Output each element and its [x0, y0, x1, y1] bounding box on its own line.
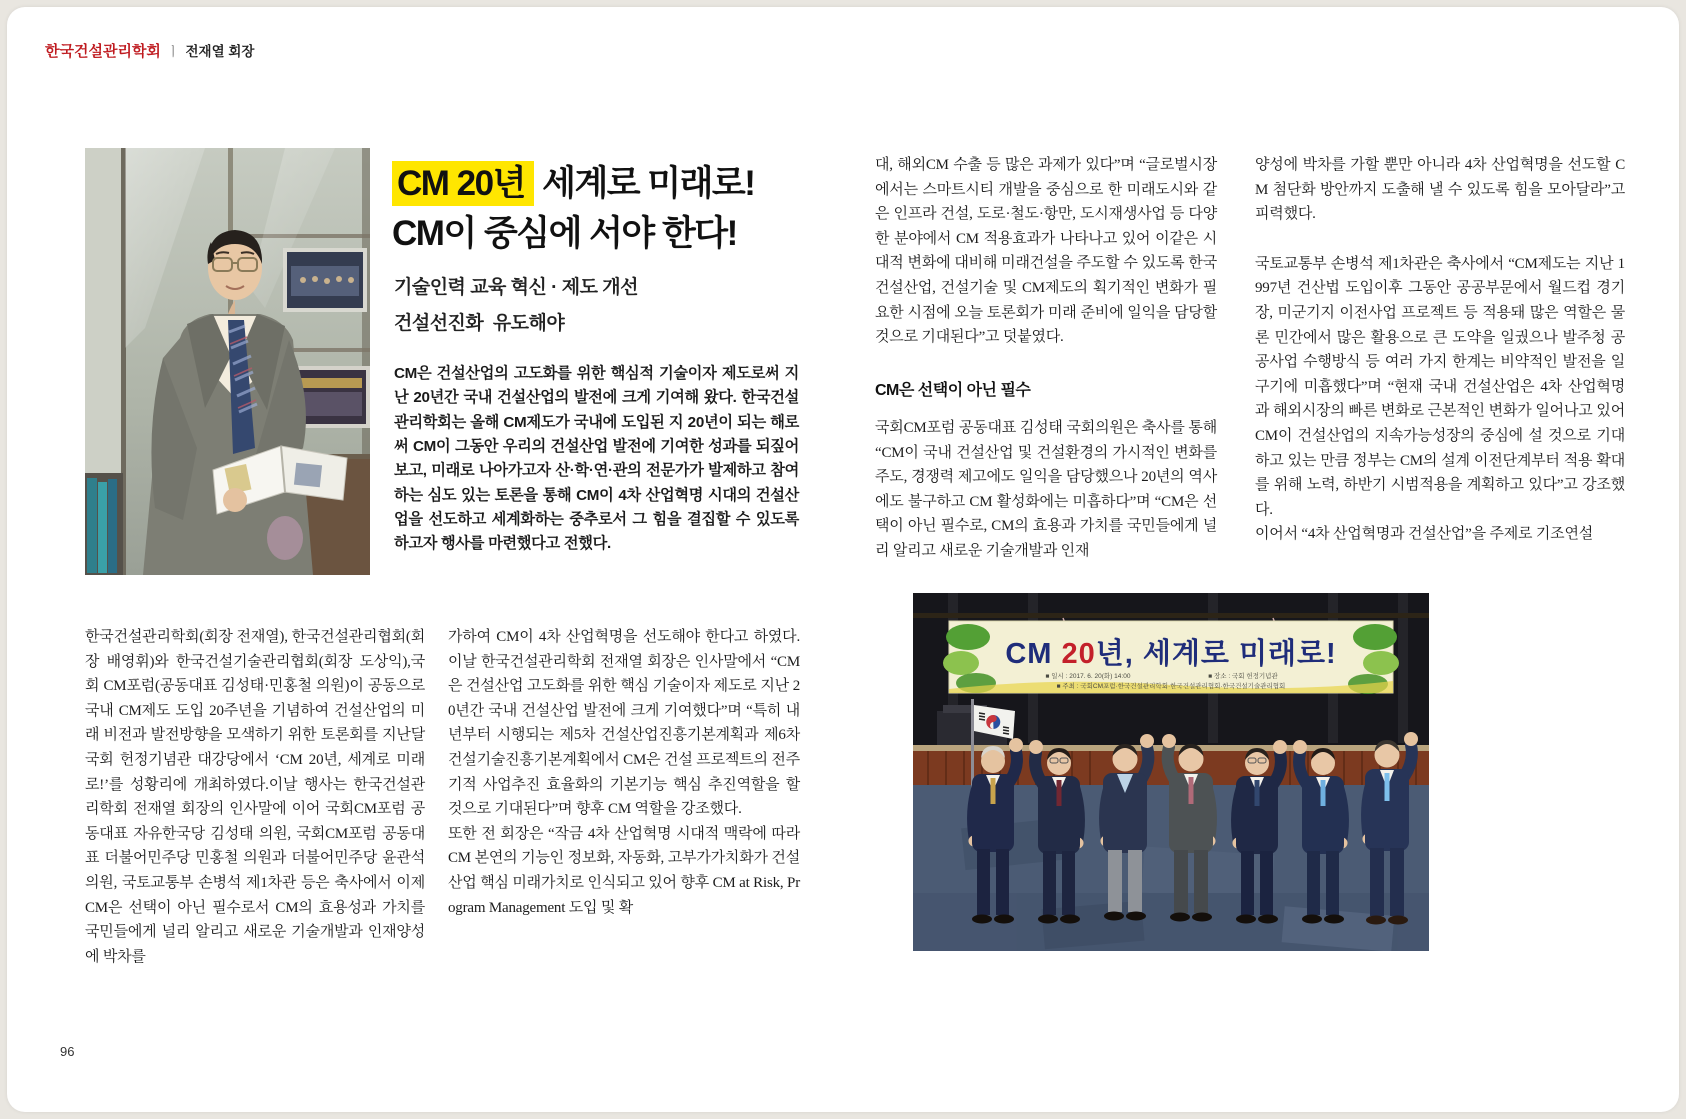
society-name: 한국건설관리학회	[45, 43, 161, 60]
event-group-photo	[913, 593, 1429, 951]
paragraph: 국회CM포럼 공동대표 김성태 국회의원은 축사를 통해 “CM이 국내 건설산업 및 건설환경의 가시적인 변화를 주도, 경쟁력 제고에도 일익을 담당했으나 20년의 역사에도 불구하고 CM 활성화에는 미흡하다”며 “CM은 선택이 아닌 필수로, CM의 효용과 가치를 국민들에게 널리 알리고 새로운 기술개발과 인재	[875, 419, 1217, 559]
banner-info-date: ■ 일시 : 2017. 6. 20(화) 14:00	[1045, 673, 1131, 680]
subtitle-line2: 건설선진화 유도해야	[394, 313, 565, 334]
paragraph: 이어서 “4차 산업혁명과 건설산업”을 주제로 기조연설	[1255, 526, 1594, 543]
portrait-photo	[85, 148, 370, 575]
paragraph: 대, 해외CM 수출 등 많은 과제가 있다”며 “글로벌시장에서는 스마트시티 개발을 중심으로 한 미래도시와 같은 인프라 건설, 도로·철도·항만, 도시재생사업 등 다양한 분야에서 CM 적용효과가 나타나고 있어 이같은 시대적 변화에 대비해 미래건설을 주도할 수 있도록 한국 건설산업, 건설기술 및 CM제도의 획기적인 변화가 필요한 시점에 오늘 토론회가 미래 준비에 일익을 담당할 것으로 기대된다”고 덧붙였다.	[875, 157, 1217, 346]
headline-line1-rest: 세계로 미래로!	[533, 164, 755, 203]
body-column-2	[448, 625, 800, 920]
lead-paragraph: CM은 건설산업의 고도화를 위한 핵심적 기술이자 제도로써 지난 20년간 국내 건설산업의 발전에 크게 기여해 왔다. 한국건설관리학회는 올해 CM제도가 국내에 도입된 지 20년이 되는 해로써 CM이 그동안 우리의 건설산업 발전에 기여한 성과를 되짚어보고, 미래로 나아가고자 산·학·연·관의 전문가가 발제하고 참여하는 심도 있는 토론을 통해 CM이 4차 산업혁명 시대의 건설산업을 선도하고 세계화하는 중추로서 그 힘을 결집할 수 있도록 하고자 행사를 마련했다고 전했다.	[394, 365, 799, 553]
headline-line1	[392, 156, 754, 206]
section-title: CM은 선택이 아닌 필수	[875, 381, 1031, 399]
headline-line2: CM이 중심에 서야 한다!	[392, 214, 737, 253]
body-column-1	[85, 625, 425, 969]
flowers	[267, 516, 303, 560]
svg-text:CM 20년, 세계로 미래로!	[1005, 636, 1336, 670]
body-column-4	[1255, 153, 1625, 547]
page-number: 96	[60, 1044, 75, 1059]
paragraph: 한국건설관리학회(회장 전재열), 한국건설관리협회(회장 배영휘)와 한국건설기술관리협회(회장 도상익),국회 CM포럼(공동대표 김성태·민홍철 의원)이 공동으로 국내 CM제도 도입 20주년을 기념하여 건설산업의 미래 비전과 발전방향을 모색하기 위한 토론회를 지난달 국회 헌정기념관 대강당에서 ‘CM 20년, 세계로 미래로!’를 성황리에 개최하였다.이날 행사는 한국건설관리학회 전재열 회장의 인사말에 이어 국회CM포럼 공동대표 자유한국당 김성태 의원, 국회CM포럼 공동대표 더불어민주당 민홍철 의원과 더불어민주당 윤관석 의원, 국토교통부 손병석 제1차관 등은 축사에서 이제 CM은 선택이 아닌 필수로서 CM의 효용성과 가치를 국민들에게 널리 알리고 새로운 기술개발과 인재양성에 박차를	[85, 629, 425, 965]
magazine-page	[7, 7, 1679, 1112]
event-banner	[913, 613, 1429, 694]
framed-photo-top	[283, 248, 367, 312]
paragraph: 또한 전 회장은 “작금 4차 산업혁명 시대적 맥락에 따라 CM 본연의 기능인 정보화, 자동화, 고부가가치화가 건설산업 핵심 미래가치로 인식되고 있어 향후 CM at Risk, Program Management 도입 및 확	[448, 825, 800, 916]
hand	[223, 488, 247, 512]
paragraph: 양성에 박차를 가할 뿐만 아니라 4차 산업혁명을 선도할 CM 첨단화 방안까지 도출해 낼 수 있도록 힘을 모아달라”고 피력했다.	[1255, 157, 1625, 223]
subtitle-line1: 기술인력 교육 혁신 · 제도 개선	[394, 277, 638, 298]
running-header	[45, 40, 254, 61]
headline-highlight: CM 20년	[392, 161, 534, 206]
header-separator: ㅣ	[166, 44, 180, 59]
paragraph: 국토교통부 손병석 제1차관은 축사에서 “CM제도는 지난 1997년 건산법 도입이후 그동안 공공부문에서 월드컵 경기장, 미군기지 이전사업 프로젝트 등 적용돼 많은 역할은 물론 민간에서 많은 활용으로 큰 도약을 일궜으나 발주청 공공사업 수행방식 등 여러 가지 한계는 비약적인 발전을 일구기에 미흡했다”며 “현재 국내 건설산업은 4차 산업혁명과 해외시장의 빠른 변화로 근본적인 변화가 일어나고 있어 CM이 건설산업의 지속가능성장의 중심에 설 것으로 기대하고 있는 만큼 정부는 CM의 설계 이전단계부터 적용 확대를 위해 노력, 하반기 시범적용을 계획하고 있다”고 강조했다.	[1255, 255, 1625, 518]
banner-info-place: ■ 장소 : 국회 헌정기념관	[1208, 673, 1278, 680]
banner-title-rest: 년, 세계로 미래로!	[1095, 638, 1337, 670]
banner-title-cm: CM	[1005, 638, 1062, 670]
banner-title-year: 20	[1061, 638, 1096, 670]
banner-info-host: ■ 주최 : 국회CM포럼·한국건설관리학회·한국건설관리협회·한국건설기술관리협회	[1056, 683, 1286, 690]
books	[85, 473, 123, 575]
paragraph: 가하여 CM이 4차 산업혁명을 선도해야 한다고 하였다. 이날 한국건설관리학회 전재열 회장은 인사말에서 “CM은 건설산업 고도화를 위한 핵심 기술이자 제도로 지난 20년간 국내 건설산업 발전에 크게 기여했다”며 “특히 내년부터 시행되는 제5차 건설산업진흥기본계획과 제6차 건설기술진흥기본계획에서 CM은 건설 프로젝트의 전주기적 사업추진 효율화의 기본기능 핵심 추진역할을 할 것으로 기대된다”며 향후 CM 역할을 강조했다.	[448, 629, 800, 818]
chairman-name: 전재열 회장	[185, 44, 255, 59]
body-column-3	[875, 153, 1217, 564]
